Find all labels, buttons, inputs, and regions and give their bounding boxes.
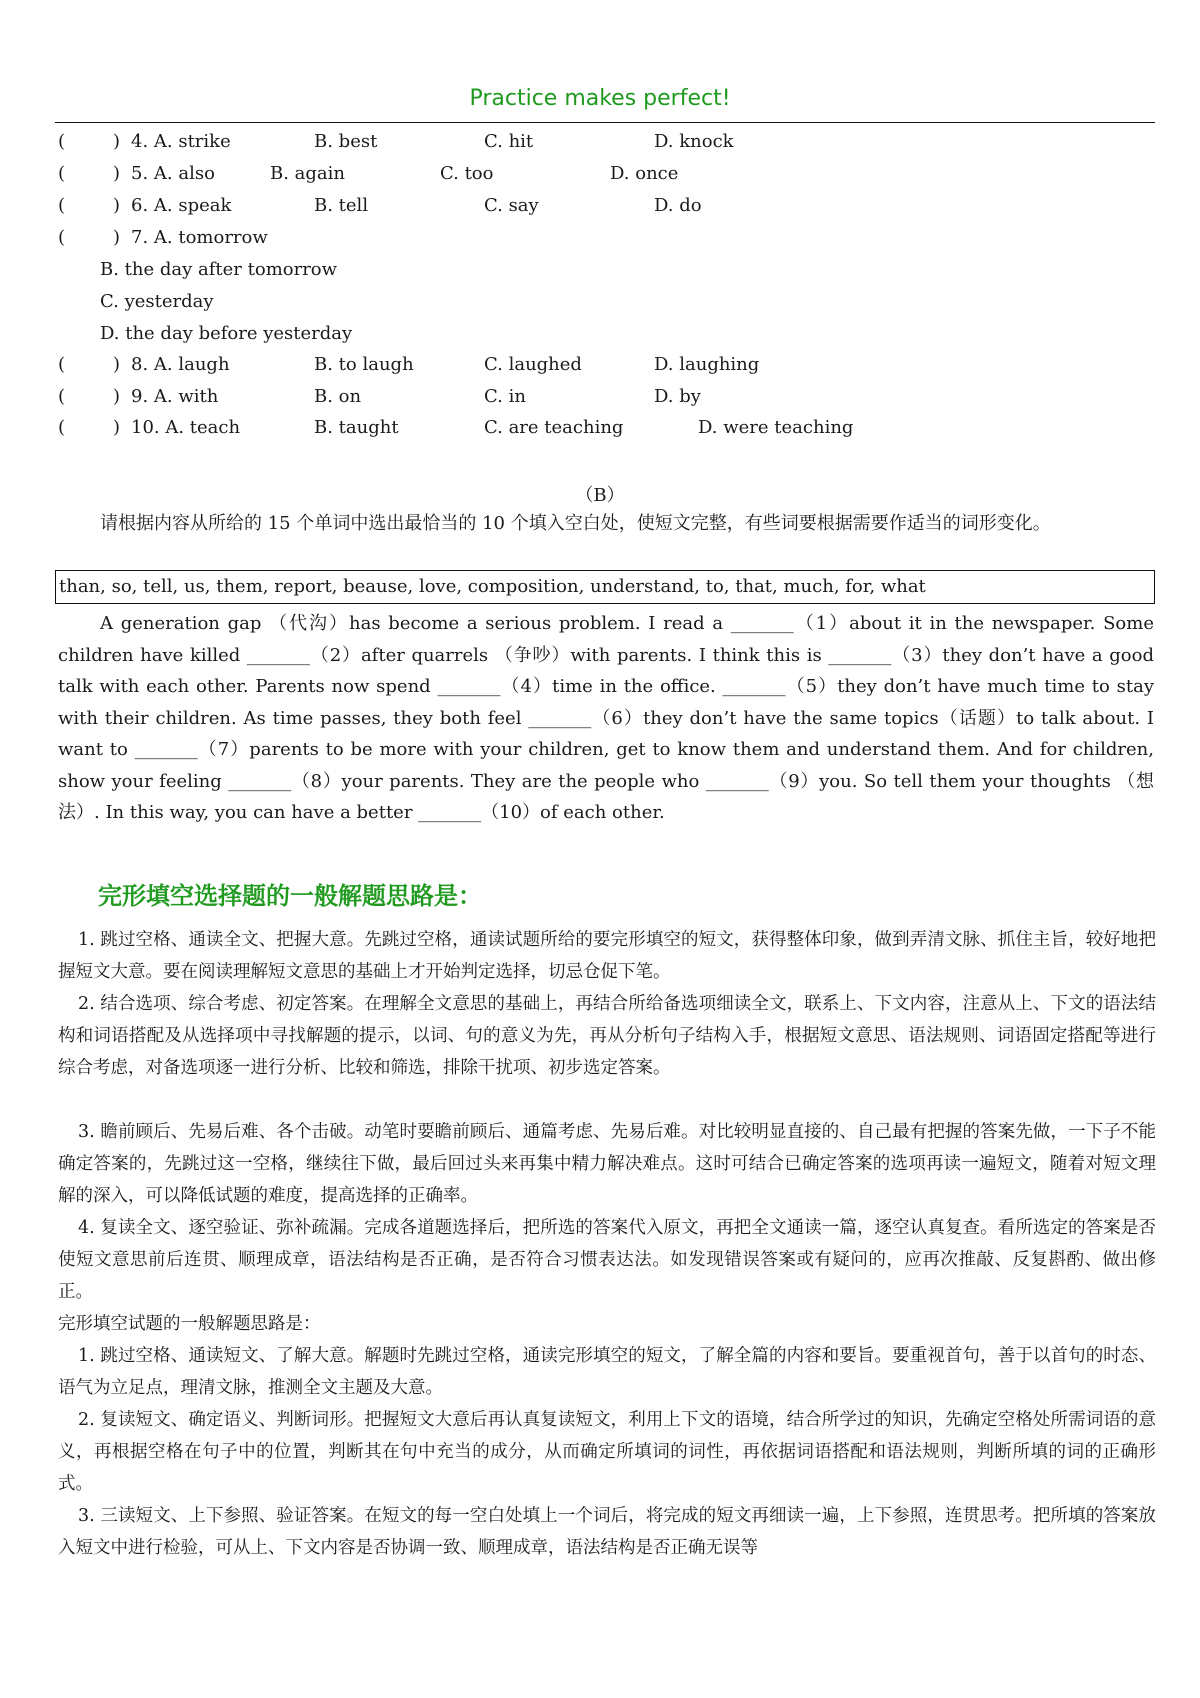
option-c: C. say xyxy=(484,195,539,216)
tip-paragraph: 3. 瞻前顾后、先易后难、各个击破。动笔时要瞻前顾后、通篇考虑、先易后难。对比较明显直接的、自己最有把握的答案先做，一下子不能确定答案的，先跳过这一空格，继续往下做，最后回过头来再集中精力解决难点。这时可结合已确定答案的选项再读一遍短文，随着对短文理解的深入，可以降低试题的难度，提高选择的正确率。 xyxy=(58,1122,1156,1206)
option-b: B. to laugh xyxy=(314,354,414,375)
answer-paren-close: ) xyxy=(113,131,121,152)
option-d: D. once xyxy=(610,163,679,184)
option-b: B. tell xyxy=(314,195,369,216)
page-header-title: Practice makes perfect! xyxy=(469,86,731,111)
option-d: D. by xyxy=(654,386,701,407)
option-b: B. best xyxy=(314,131,378,152)
tip-paragraph: 3. 三读短文、上下参照、验证答案。在短文的每一空白处填上一个词后，将完成的短文再细读一遍，上下参照，连贯思考。把所填的答案放入短文中进行检验，可从上、下文内容是否协调一致、顺理成章，语法结构是否正确无误等 xyxy=(58,1506,1156,1558)
answer-paren-open: ( xyxy=(58,227,66,248)
section-b-instruction: 请根据内容从所给的 15 个单词中选出最恰当的 10 个填入空白处，使短文完整，有些词要根据需要作适当的词形变化。 xyxy=(100,513,1051,534)
option-a: 5. A. also xyxy=(131,163,215,184)
option-d: D. knock xyxy=(654,131,734,152)
word-bank-box: than, so, tell, us, them, report, beause, love, composition, understand, to, that, much, for, what xyxy=(55,570,1155,604)
question-row xyxy=(58,416,858,440)
section-b-label: （B） xyxy=(575,485,625,506)
answer-paren-open: ( xyxy=(58,195,66,216)
option-c: C. hit xyxy=(484,131,534,152)
question-row xyxy=(58,130,858,154)
option-d: D. were teaching xyxy=(698,417,854,438)
tip-paragraph: 4. 复读全文、逐空验证、弥补疏漏。完成各道题选择后，把所选的答案代入原文，再把全文通读一篇，逐空认真复查。看所选定的答案是否使短文意思前后连贯、顺理成章，语法结构是否正确，是否符合习惯表达法。如发现错误答案或有疑问的，应再次推敲、反复斟酌、做出修正。 xyxy=(58,1218,1156,1302)
option-c: C. in xyxy=(484,386,526,407)
option-a: 6. A. speak xyxy=(131,195,232,216)
option-b: B. taught xyxy=(314,417,399,438)
answer-paren-close: ) xyxy=(113,417,121,438)
option-d: D. do xyxy=(654,195,702,216)
answer-paren-open: ( xyxy=(58,354,66,375)
option-d: D. laughing xyxy=(654,354,760,375)
answer-paren-close: ) xyxy=(113,386,121,407)
option-b: B. on xyxy=(314,386,362,407)
option-a: 10. A. teach xyxy=(131,417,241,438)
option-a: 4. A. strike xyxy=(131,131,231,152)
option-c: C. are teaching xyxy=(484,417,624,438)
question-row xyxy=(58,226,858,250)
answer-paren-close: ) xyxy=(113,354,121,375)
option-c: C. laughed xyxy=(484,354,582,375)
answer-paren-open: ( xyxy=(58,386,66,407)
option-b: B. the day after tomorrow xyxy=(100,259,338,280)
option-c: C. yesterday xyxy=(100,291,214,312)
question-row xyxy=(58,194,858,218)
answer-paren-close: ) xyxy=(113,227,121,248)
option-a: 7. A. tomorrow xyxy=(131,227,268,248)
option-a: 8. A. laugh xyxy=(131,354,230,375)
answer-paren-close: ) xyxy=(113,195,121,216)
tips-b-heading: 完形填空试题的一般解题思路是： xyxy=(58,1314,321,1334)
question-row xyxy=(58,162,858,186)
tips-heading: 完形填空选择题的一般解题思路是： xyxy=(98,882,482,910)
answer-paren-open: ( xyxy=(58,163,66,184)
header-rule xyxy=(55,122,1155,123)
answer-paren-close: ) xyxy=(113,163,121,184)
option-a: 9. A. with xyxy=(131,386,219,407)
tip-paragraph: 2. 复读短文、确定语义、判断词形。把握短文大意后再认真复读短文，利用上下文的语境，结合所学过的知识，先确定空格处所需词语的意义，再根据空格在句子中的位置，判断其在句中充当的成分，从而确定所填词的词性，再依据词语搭配和语法规则，判断所填的词的正确形式。 xyxy=(58,1410,1156,1494)
tip-paragraph: 1. 跳过空格、通读全文、把握大意。先跳过空格，通读试题所给的要完形填空的短文，获得整体印象，做到弄清文脉、抓住主旨，较好地把握短文大意。要在阅读理解短文意思的基础上才开始判定选择，切忌仓促下笔。 xyxy=(58,930,1156,982)
option-d: D. the day before yesterday xyxy=(100,323,353,344)
question-row xyxy=(58,353,858,377)
tip-paragraph: 2. 结合选项、综合考虑、初定答案。在理解全文意思的基础上，再结合所给备选项细读全文，联系上、下文内容，注意从上、下文的语法结构和词语搭配及从选择项中寻找解题的提示，以词、句的意义为先，再从分析句子结构入手，根据短文意思、语法规则、词语固定搭配等进行综合考虑，对备选项逐一进行分析、比较和筛选，排除干扰项、初步选定答案。 xyxy=(58,994,1156,1078)
answer-paren-open: ( xyxy=(58,417,66,438)
tip-paragraph: 1. 跳过空格、通读短文、了解大意。解题时先跳过空格，通读完形填空的短文，了解全篇的内容和要旨。要重视首句，善于以首句的时态、语气为立足点，理清文脉，推测全文主题及大意。 xyxy=(58,1346,1156,1398)
question-row xyxy=(58,385,858,409)
answer-paren-open: ( xyxy=(58,131,66,152)
passage-text: A generation gap （代沟）has become a serious problem. I read a _______（1）about it in the newspaper. Some children have killed _______（2）after quarrels （争吵）with parents. I think this is _______（3）they don’t have a good talk with each other. Parents now spend _______（4）time in the office. _______（5）they don’t have much time to stay with their children. As time passes, they both feel _______（6）they don’t have the same topics（话题）to talk about. I want to _______（7）parents to be more with your children, get to know them and understand them. And for children, show your feeling _______（8）your parents. They are the people who _______（9）you. So tell them your thoughts （想法）. In this way, you can have a better _______（10）of each other. xyxy=(58,613,1154,823)
option-c: C. too xyxy=(440,163,494,184)
option-b: B. again xyxy=(270,163,346,184)
